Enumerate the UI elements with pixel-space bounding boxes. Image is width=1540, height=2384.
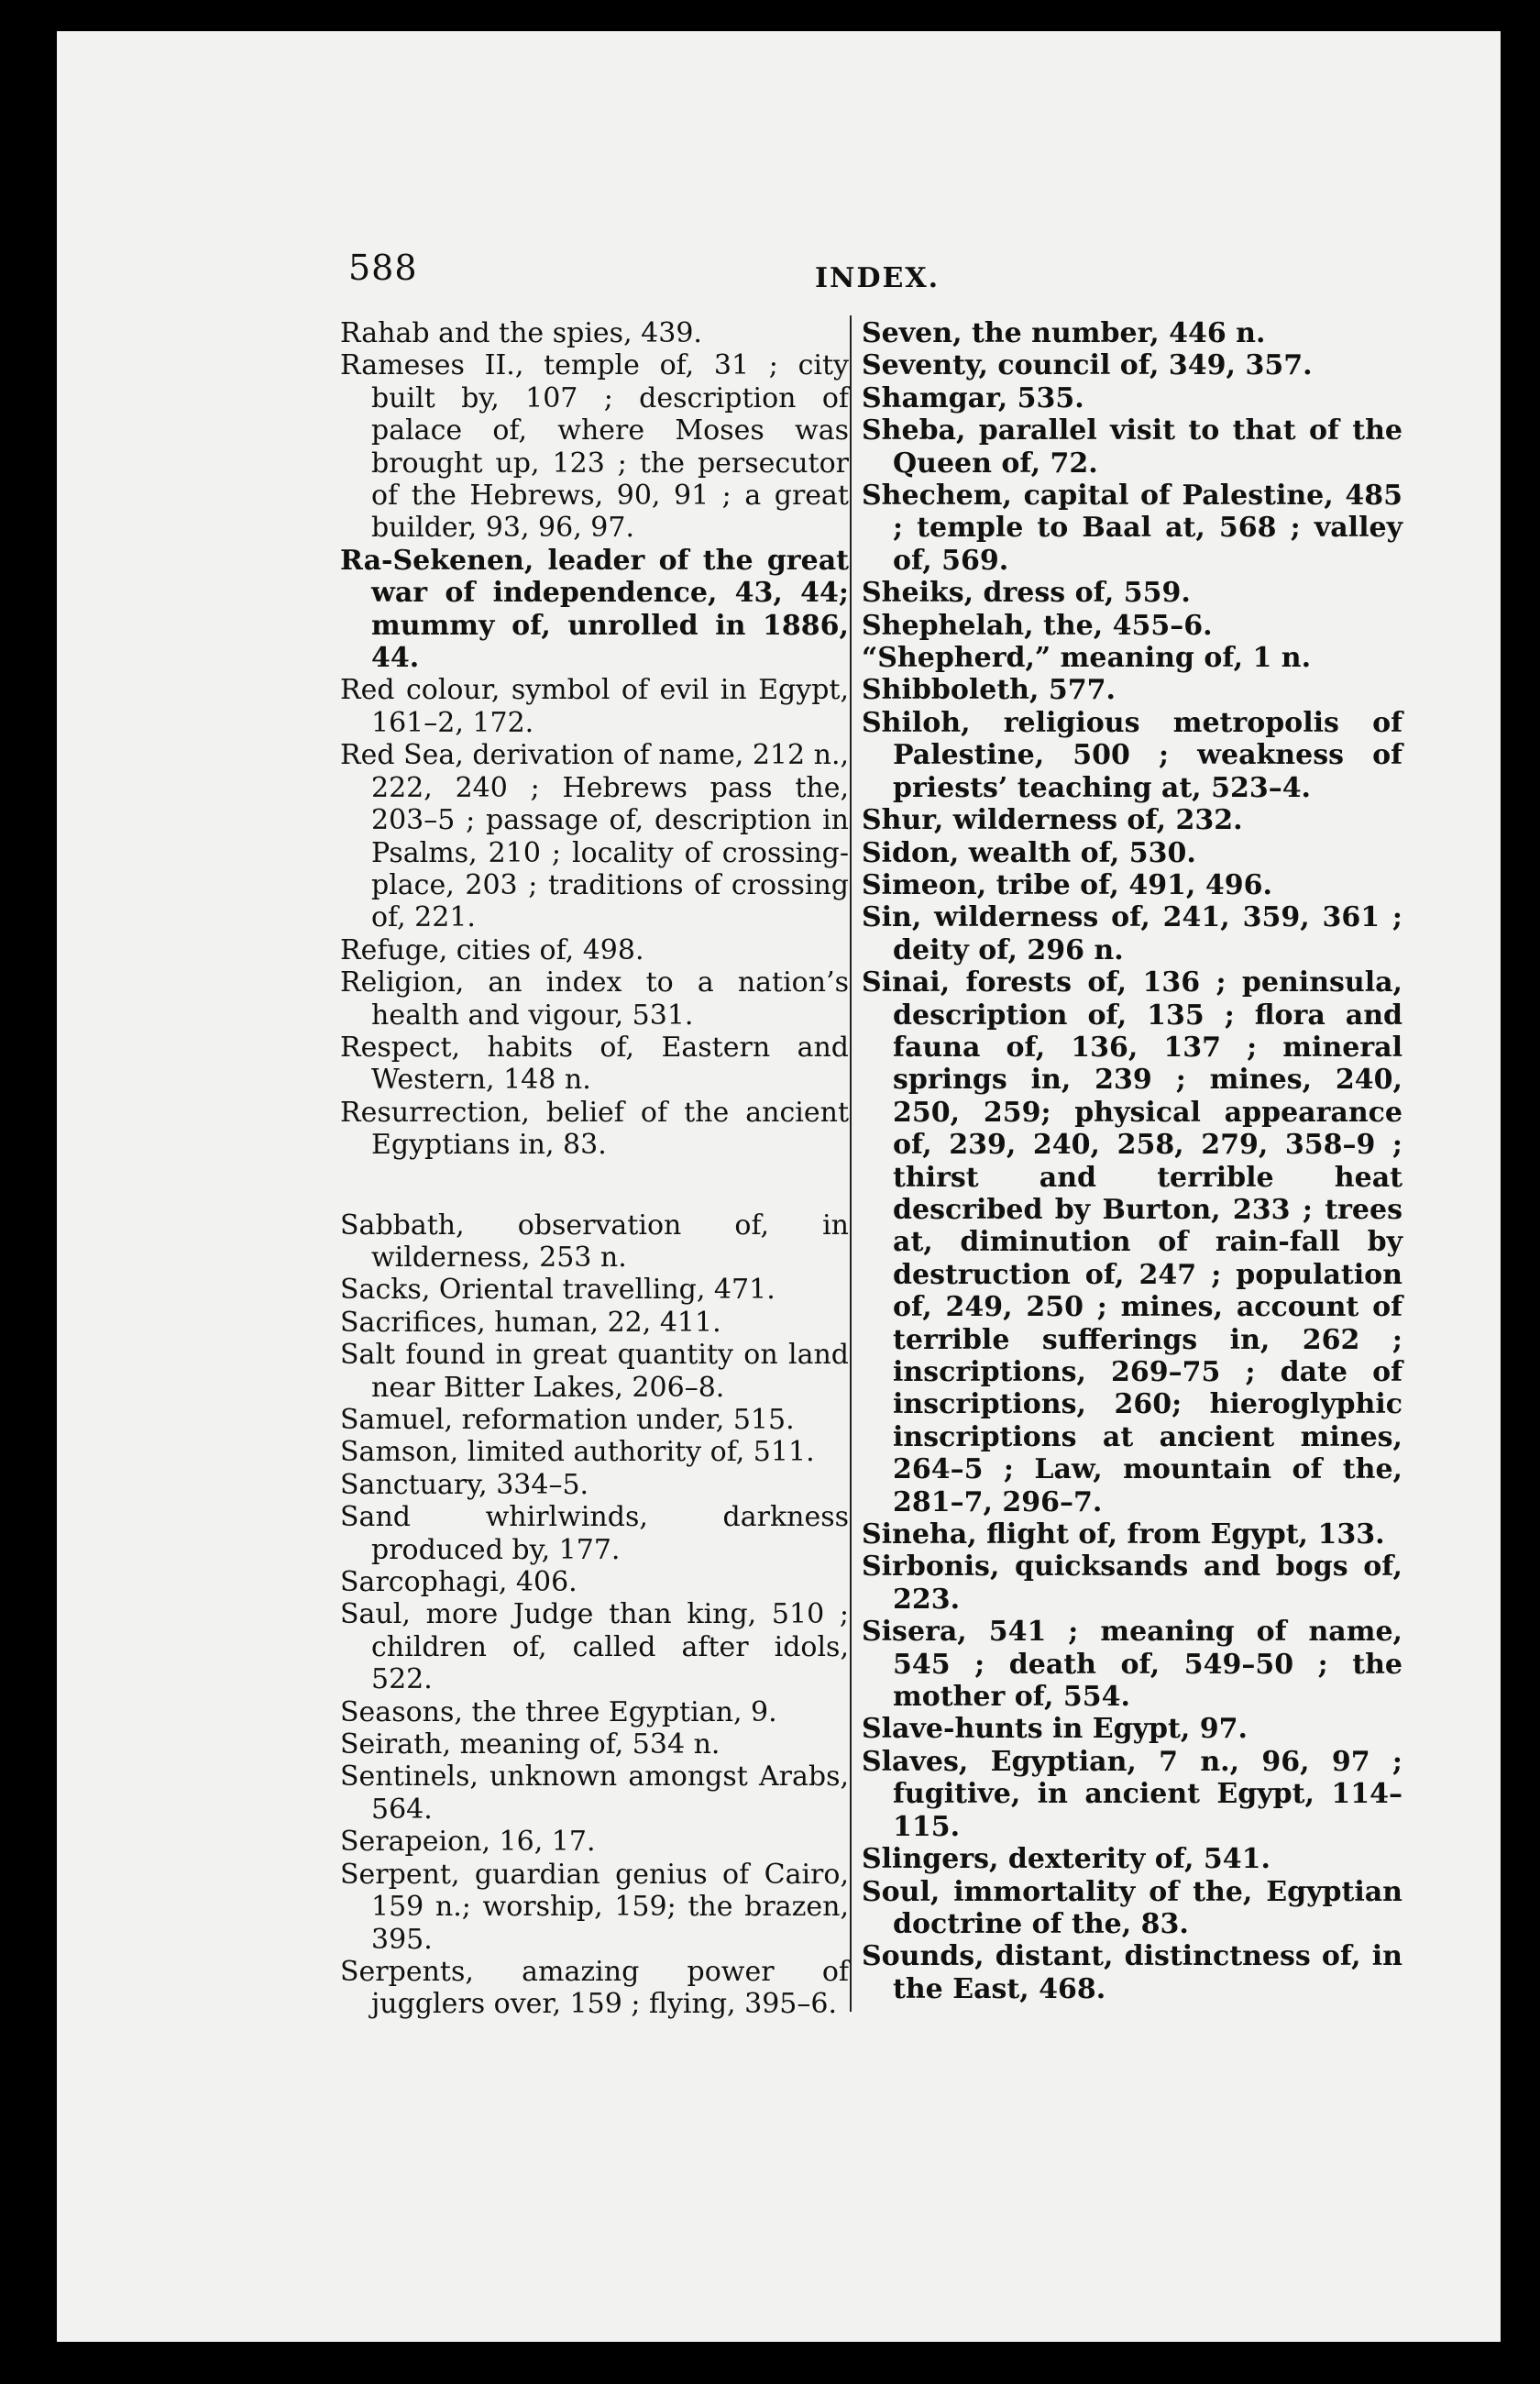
index-entry: Religion, an index to a nation’s health and vigour, 531. [340,966,849,1032]
index-entry: Shamgar, 535. [862,381,1084,414]
index-entry: Respect, habits of, Eastern and Western, 148 n. [340,1031,849,1097]
page-header [57,215,1501,294]
index-entry: Samuel, reformation under, 515. [340,1404,795,1436]
index-entry: Sabbath, observation of, in wilderness, 253 n. [340,1209,849,1274]
letter-section-gap [340,1162,849,1209]
index-entry: Sarcophagi, 406. [340,1566,578,1599]
index-entry: Rameses II., temple of, 31 ; city built by, 107 ; description of palace of, where Moses was brought up, 123 ; the persecutor of the Hebrews, 90, 91 ; a great builder, 93, 96, 97. [340,349,849,545]
index-entry: Shiloh, religious metropolis of Palestine, 500 ; weakness of priests’ teaching at, 523–4. [862,706,1402,804]
index-entry: Rahab and the spies, 439. [340,317,702,349]
index-entry: Ra-Sekenen, leader of the great war of independence, 43, 44; mummy of, unrolled in 1886, 44. [340,544,849,675]
index-entry: Serpent, guardian genius of Cairo, 159 n.; worship, 159; the brazen, 395. [340,1858,849,1956]
index-entry: Sin, wilderness of, 241, 359, 361 ; deity of, 296 n. [862,901,1402,966]
index-entry: Sheiks, dress of, 559. [862,577,1191,610]
index-entry: Shechem, capital of Palestine, 485 ; temple to Baal at, 568 ; valley of, 569. [862,480,1402,577]
left-column [340,317,849,2021]
index-entry: Saul, more Judge than king, 510 ; children of, called after idols, 522. [340,1598,849,1696]
index-entry: Slave-hunts in Egypt, 97. [862,1713,1248,1746]
book-page [57,31,1501,2342]
right-column [862,317,1402,2005]
index-entry: Seirath, meaning of, 534 n. [340,1728,720,1761]
index-entry: Seven, the number, 446 n. [862,317,1266,349]
index-entry: Red colour, symbol of evil in Egypt, 161–2, 172. [340,674,849,739]
index-entry: Serpents, amazing power of jugglers over, 159 ; flying, 395–6. [340,1955,849,2021]
index-entry: Refuge, cities of, 498. [340,933,644,966]
index-entry: Red Sea, derivation of name, 212 n., 222, 240 ; Hebrews pass the, 203–5 ; passage of, description in Psalms, 210 ; locality of crossing-place, 203 ; traditions of crossing of, 221. [340,739,850,934]
index-entry: Sinai, forests of, 136 ; peninsula, description of, 135 ; flora and fauna of, 136, 137 ; mineral springs in, 239 ; mines, 240, 250, 259; physical appearance of, 239, 240, 258, 279, 358–9 ; thirst and terrible heat described by Burton, 233 ; trees at, diminution of rain-fall by destruction of, 247 ; population of, 249, 250 ; mines, account of terrible sufferings in, 262 ; inscriptions, 269–75 ; date of inscriptions, 260; hieroglyphic inscriptions at ancient mines, 264–5 ; Law, mountain of the, 281–7, 296–7. [862,966,1402,1518]
index-entry: Simeon, tribe of, 491, 496. [862,868,1272,901]
index-entry: Sacrifices, human, 22, 411. [340,1306,721,1339]
index-entry: Sisera, 541 ; meaning of name, 545 ; death of, 549–50 ; the mother of, 554. [862,1616,1402,1714]
index-entry: Slingers, dexterity of, 541. [862,1843,1270,1876]
index-entry: Sidon, wealth of, 530. [862,836,1196,869]
index-entry: Sanctuary, 334–5. [340,1468,589,1501]
column-divider [850,315,852,2012]
index-entry: “Shepherd,” meaning of, 1 n. [862,642,1312,675]
index-entry: Slaves, Egyptian, 7 n., 96, 97 ; fugitive, in ancient Egypt, 114–115. [862,1745,1402,1843]
index-entry: Sacks, Oriental travelling, 471. [340,1274,776,1307]
index-entry: Sentinels, unknown amongst Arabs, 564. [340,1760,849,1826]
index-entry: Seventy, council of, 349, 357. [862,349,1313,382]
index-entry: Sirbonis, quicksands and bogs of, 223. [862,1551,1402,1616]
index-entry: Soul, immortality of the, Egyptian doctrine of the, 83. [862,1875,1402,1940]
index-entry: Seasons, the three Egyptian, 9. [340,1695,777,1728]
index-entry: Samson, limited authority of, 511. [340,1436,815,1469]
index-entry: Sheba, parallel visit to that of the Queen of, 72. [862,414,1402,480]
index-entry: Serapeion, 16, 17. [340,1826,596,1859]
index-entry: Sineha, flight of, from Egypt, 133. [862,1518,1385,1551]
index-entry: Sounds, distant, distinctness of, in the East, 468. [862,1940,1402,2005]
index-entry: Shur, wilderness of, 232. [862,804,1243,837]
index-entry: Sand whirlwinds, darkness produced by, 177. [340,1501,849,1566]
index-entry: Resurrection, belief of the ancient Egyptians in, 83. [340,1096,849,1162]
index-entry: Shephelah, the, 455–6. [862,609,1213,642]
running-title: INDEX. [815,262,940,294]
index-entry: Salt found in great quantity on land near Bitter Lakes, 206–8. [340,1339,849,1404]
index-entry: Shibboleth, 577. [862,674,1116,707]
page-number: 588 [348,248,418,288]
